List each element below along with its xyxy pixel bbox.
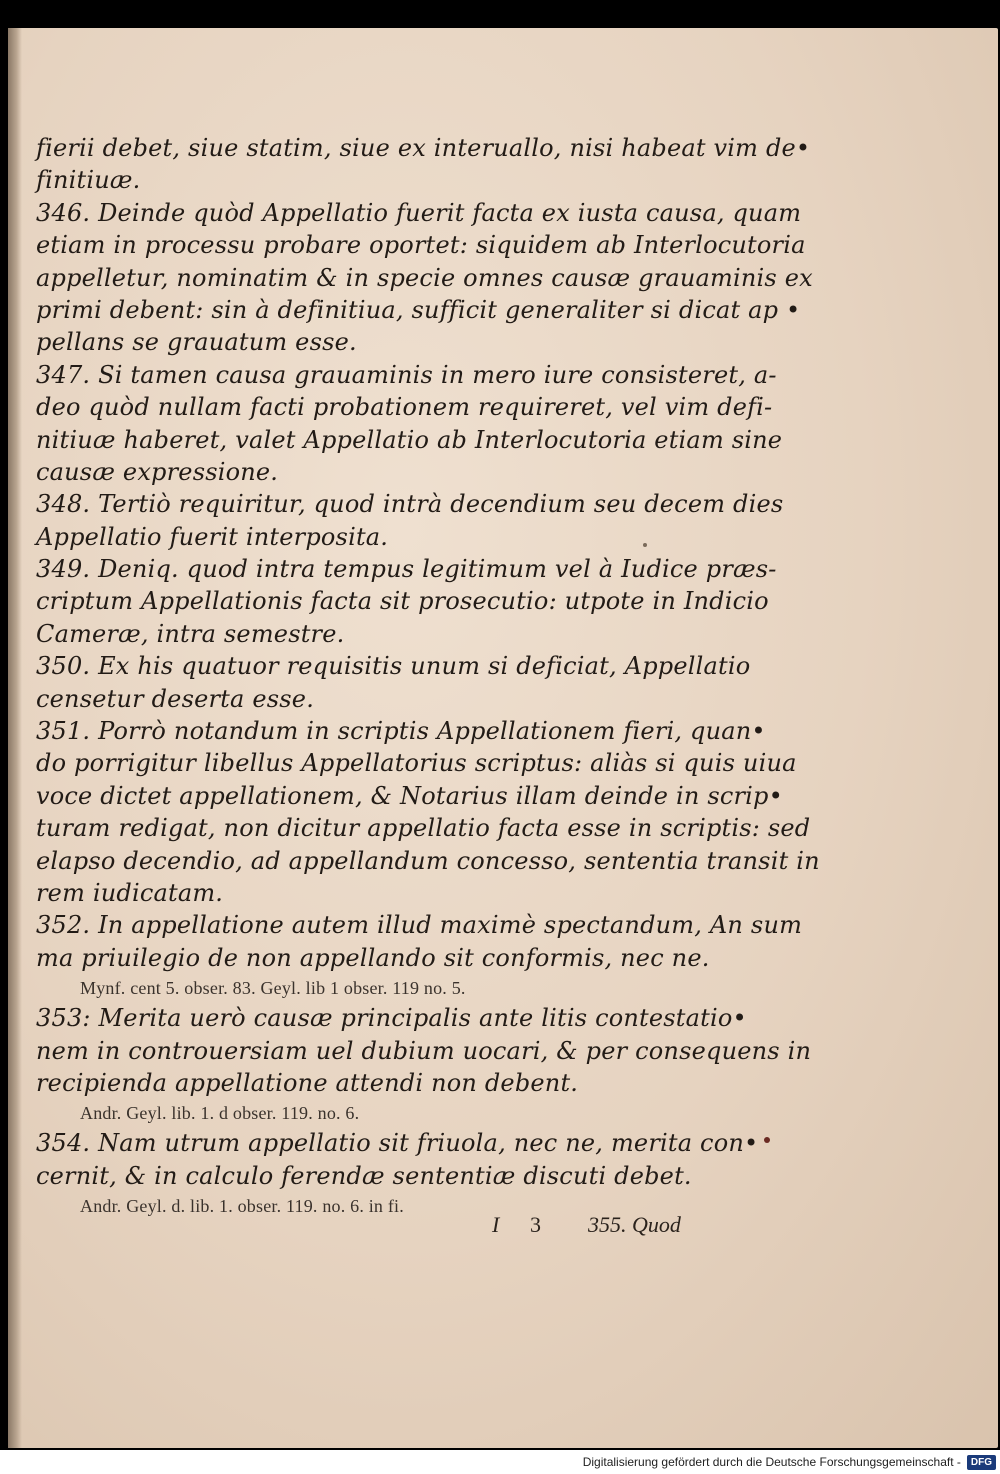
text-line: 350. Ex his quatuor requisitis unum si deficiat, Appellatio <box>36 652 751 681</box>
citation: Andr. Geyl. d. lib. 1. obser. 119. no. 6. in fi. <box>80 1196 404 1217</box>
text-line: fierii debet, siue statim, siue ex interuallo, nisi habeat vim de• <box>36 134 811 162</box>
text-line: cernit, & in calculo ferendæ sententiæ discuti debet. <box>36 1161 692 1190</box>
text-line: 348. Tertiò requiritur, quod intrà decendium seu decem dies <box>36 490 784 519</box>
text-line: 349. Deniq. quod intra tempus legitimum vel à Iudice præs- <box>36 555 777 584</box>
paragraph-348 <box>36 488 784 553</box>
text-line: voce dictet appellationem, & Notarius illam deinde in scrip• <box>36 781 783 810</box>
text-line: appelletur, nominatim & in specie omnes causæ grauaminis ex <box>36 263 813 292</box>
paragraph-352 <box>36 909 803 1002</box>
text-line: pellans se grauatum esse. <box>36 328 357 357</box>
text-line: 352. In appellatione autem illud maximè spectandum, An sum <box>36 911 803 940</box>
paragraph-353 <box>36 1002 812 1127</box>
ink-spot <box>643 543 647 547</box>
signature-number: 3 <box>530 1212 541 1237</box>
text-line: recipienda appellatione attendi non debent. <box>36 1068 579 1097</box>
text-line: 354. Nam utrum appellatio sit friuola, nec ne, merita con• <box>36 1129 759 1158</box>
text-line: rem iudicatam. <box>36 878 224 907</box>
dfg-logo-icon: DFG <box>967 1455 996 1470</box>
text-line: 351. Porrò notandum in scriptis Appellationem fieri, quan• <box>36 717 766 746</box>
text-line: Cameræ, intra semestre. <box>36 619 345 648</box>
paragraph-350 <box>36 650 756 715</box>
text-line: primi debent: sin à definitiua, sufficit generaliter si dicat ap • <box>36 295 801 324</box>
text-line: do porrigitur libellus Appellatorius scriptus: aliàs si quis uiua <box>36 749 797 778</box>
digitization-banner <box>0 1450 1000 1474</box>
text-line: deo quòd nullam facti probationem requireret, vel vim defi- <box>36 393 773 422</box>
catchword: 355. Quod <box>588 1212 681 1237</box>
page-gutter-shadow <box>8 28 22 1448</box>
text-line: turam redigat, non dicitur appellatio facta esse in scriptis: sed <box>36 814 811 843</box>
text-line: 347. Si tamen causa grauaminis in mero iure consisteret, a- <box>36 360 777 389</box>
text-line: causæ expressione. <box>36 457 279 486</box>
text-line: finitiuæ. <box>36 166 141 195</box>
text-line: nitiuæ haberet, valet Appellatio ab Interlocutoria etiam sine <box>36 425 783 454</box>
paragraph-347 <box>36 359 783 489</box>
text-line: Appellatio fuerit interposita. <box>36 522 389 551</box>
paragraph-346 <box>36 197 813 359</box>
paragraph-349 <box>36 553 777 650</box>
text-line: ma priuilegio de non appellando sit conformis, nec ne. <box>36 943 710 972</box>
text-line: elapso decendio, ad appellandum concesso, sententia transit in <box>36 846 820 875</box>
citation: Andr. Geyl. lib. 1. d obser. 119. no. 6. <box>80 1103 360 1124</box>
text-line: nem in controuersiam uel dubium uocari, & per consequens in <box>36 1036 812 1065</box>
ink-spot <box>764 1137 770 1143</box>
banner-text: Digitalisierung gefördert durch die Deutsche Forschungsgemeinschaft - <box>582 1455 961 1469</box>
page-text <box>36 132 820 1220</box>
paragraph-354 <box>36 1127 759 1220</box>
text-line: criptum Appellationis facta sit prosecutio: utpote in Indicio <box>36 587 769 616</box>
text-line: 346. Deinde quòd Appellatio fuerit facta ex iusta causa, quam <box>36 198 802 227</box>
citation: Mynf. cent 5. obser. 83. Geyl. lib 1 obser. 119 no. 5. <box>80 978 466 999</box>
signature-mark: I <box>492 1212 500 1237</box>
paragraph-351 <box>36 715 820 909</box>
text-line: etiam in processu probare oportet: siquidem ab Interlocutoria <box>36 231 806 260</box>
text-line: censetur deserta esse. <box>36 684 315 713</box>
text-line: 353: Merita uerò causæ principalis ante litis contestatio• <box>36 1004 747 1033</box>
